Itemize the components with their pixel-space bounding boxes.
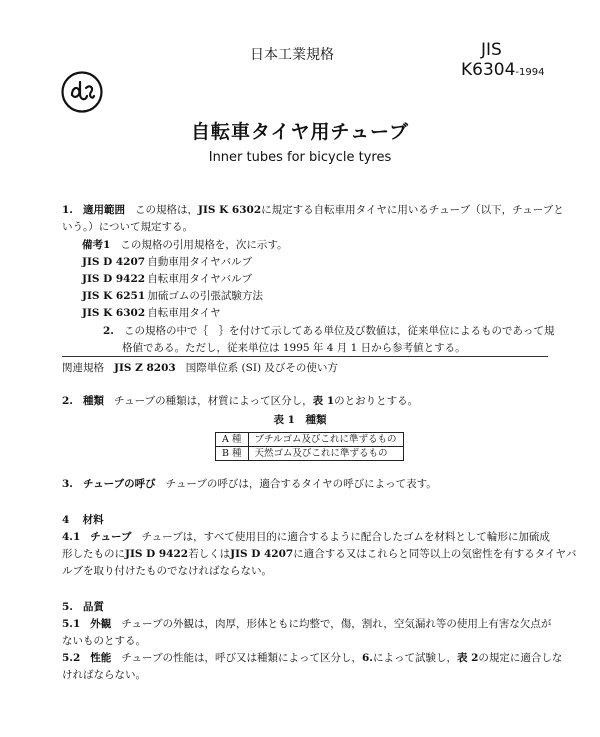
section-5-1-line-2: ないものとする。 xyxy=(62,635,146,647)
section-5-1-line-1 xyxy=(62,617,551,631)
reference-title: 自転車用タイヤ xyxy=(147,307,221,319)
header-organization: 日本工業規格 xyxy=(250,47,334,63)
section-1-line-1 xyxy=(62,203,564,217)
section-4-1-line-3: ルブを取り付けたものでなければならない。 xyxy=(62,565,272,577)
remark-1-heading: 備考1 xyxy=(82,239,111,251)
reference-item xyxy=(82,306,221,320)
reference-code: JIS K 6251 xyxy=(82,290,146,302)
title-japanese: 自転車タイヤ用チューブ xyxy=(190,121,410,143)
section-4-1-heading: チューブ xyxy=(90,531,132,543)
header-standard-number xyxy=(461,60,544,80)
section-5-2-heading: 性能 xyxy=(90,652,112,664)
section-4-1-text: に適合する又はこれらと同等以上の気密性を有するタイヤバ xyxy=(293,548,577,560)
section-5-2-line-1 xyxy=(62,651,562,665)
standard-year: -1994 xyxy=(515,67,545,78)
related-standards xyxy=(62,361,338,375)
section-1-text-post: に規定する自転車用タイヤに用いるチューブ（以下，チューブと xyxy=(261,204,564,216)
remark-1 xyxy=(82,238,288,252)
section-2-text: チューブの種類は，材質によって区分し， xyxy=(114,395,313,407)
related-code: JIS Z 8203 xyxy=(114,362,176,374)
section-4-1-ref-2: JIS D 4207 xyxy=(230,548,294,560)
reference-item xyxy=(82,272,252,286)
section-5-2-line-2: ければならない。 xyxy=(62,669,146,681)
section-2-text-post: のとおりとする。 xyxy=(334,395,419,407)
note-2-line-2: 格値である。ただし，従来単位は 1995 年 4 月 1 日から参考値とする。 xyxy=(122,342,466,354)
section-4-1-ref-1: JIS D 9422 xyxy=(125,548,189,560)
section-4-number: 4 xyxy=(62,514,70,526)
section-2-heading: 種類 xyxy=(82,395,104,407)
reference-title: 自転車用タイヤバルブ xyxy=(147,273,253,285)
header-jis-label: JIS xyxy=(481,40,502,60)
section-5-2-text: によって試験し， xyxy=(372,652,457,664)
table-cell-type: B 種 xyxy=(216,447,249,461)
table-1 xyxy=(215,432,404,461)
section-2-line xyxy=(62,394,418,408)
reference-title: 加硫ゴムの引張試験方法 xyxy=(147,290,263,302)
section-4-1-line-2 xyxy=(62,547,577,561)
reference-code: JIS D 4207 xyxy=(82,256,146,268)
table-row xyxy=(216,447,404,461)
reference-item xyxy=(82,255,252,269)
section-5-1-text: チューブの外観は，肉厚，形体ともに均整で，傷，割れ，空気漏れ等の使用上有害な欠点が xyxy=(121,618,552,630)
reference-item xyxy=(82,289,263,303)
section-4-1-text: 若しくは xyxy=(188,548,231,560)
section-1-heading: 適用範囲 xyxy=(82,204,125,216)
section-5-2-text: の規定に適合しな xyxy=(478,652,563,664)
section-5-1-heading: 外観 xyxy=(90,618,112,630)
section-4-heading-line xyxy=(62,513,104,527)
divider xyxy=(62,356,548,357)
table-row xyxy=(216,433,404,447)
section-5-2-number: 5.2 xyxy=(62,652,81,664)
section-2-table-ref: 表 1 xyxy=(312,395,335,407)
title-english: Inner tubes for bicycle tyres xyxy=(208,150,392,165)
table-cell-desc: 天然ゴム及びこれに準ずるもの xyxy=(248,447,403,461)
related-title: 国際単位系 (SI) 及びその使い方 xyxy=(185,362,338,374)
section-1-number: 1. xyxy=(62,204,73,216)
section-4-1-text: 形したものに xyxy=(62,548,125,560)
section-5-2-table-ref: 表 2 xyxy=(456,652,479,664)
jis-logo-icon xyxy=(60,70,104,114)
standard-number: K6304 xyxy=(461,60,516,80)
section-5-1-number: 5.1 xyxy=(62,618,81,630)
note-2-line-1 xyxy=(103,324,554,338)
section-4-1-text: チューブは，すべて使用目的に適合するように配合したゴムを材料として輪形に加硫成 xyxy=(141,531,550,543)
table-cell-desc: ブチルゴム及びこれに準ずるもの xyxy=(248,433,403,447)
reference-code: JIS K 6302 xyxy=(82,307,146,319)
section-3-heading: チューブの呼び xyxy=(82,478,156,490)
section-5-2-text: チューブの性能は，呼び又は種類によって区分し， xyxy=(121,652,362,664)
reference-title: 自動車用タイヤバルブ xyxy=(147,256,253,268)
section-3-number: 3. xyxy=(62,478,73,490)
section-1-line-2: いう。）について規定する。 xyxy=(62,221,194,233)
note-2-text: この規格の中で｛ ｝を付けて示してある単位及び数値は，従来単位によるものであって規 xyxy=(123,325,555,337)
table-1-caption: 表 1 種類 xyxy=(273,414,327,426)
section-4-heading: 材料 xyxy=(82,514,104,526)
section-5-2-ref-6: 6. xyxy=(361,652,373,664)
reference-code: JIS D 9422 xyxy=(82,273,146,285)
section-3-text: チューブの呼びは，適合するタイヤの呼びによって表す。 xyxy=(165,478,437,490)
remark-1-text: この規格の引用規格を，次に示す。 xyxy=(120,239,288,251)
section-2-number: 2. xyxy=(62,395,73,407)
section-5-heading-line xyxy=(62,600,104,614)
section-4-1-line-1 xyxy=(62,530,550,544)
section-5-number: 5. xyxy=(62,601,73,613)
section-1-text: この規格は， xyxy=(135,204,198,216)
section-5-heading: 品質 xyxy=(82,601,104,613)
note-2-number: 2. xyxy=(103,325,114,337)
table-cell-type: A 種 xyxy=(216,433,249,447)
section-1-ref: JIS K 6302 xyxy=(198,204,262,216)
section-3-line xyxy=(62,477,437,491)
section-4-1-number: 4.1 xyxy=(62,531,81,543)
related-label: 関連規格 xyxy=(62,362,104,374)
